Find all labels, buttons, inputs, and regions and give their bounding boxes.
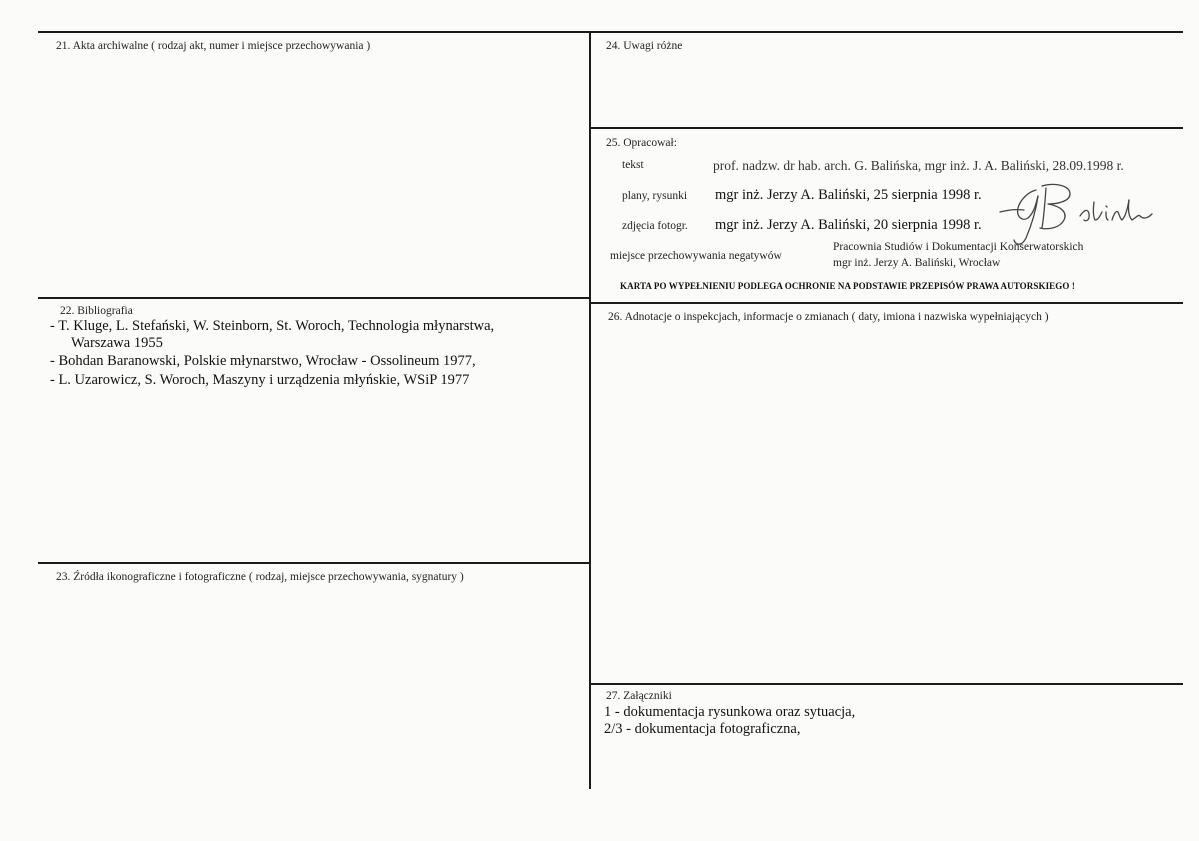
negatywy-line-1: Pracownia Studiów i Dokumentacji Konserwatorskich bbox=[833, 241, 1084, 253]
zdjecia-label: zdjęcia fotogr. bbox=[622, 220, 688, 232]
section-26-title: 26. Adnotacje o inspekcjach, informacje o zmianach ( daty, imiona i nazwiska wypełniających ) bbox=[608, 311, 1049, 323]
bibliography-entry: - T. Kluge, L. Stefański, W. Steinborn, St. Woroch, Technologia młynarstwa, bbox=[50, 318, 495, 334]
section-22-title: 22. Bibliografia bbox=[60, 305, 133, 317]
attachment-item: 2/3 - dokumentacja fotograficzna, bbox=[604, 721, 801, 737]
divider-21-22 bbox=[38, 297, 591, 299]
top-border-line bbox=[38, 31, 1183, 33]
negatywy-line-2: mgr inż. Jerzy A. Baliński, Wrocław bbox=[833, 257, 1001, 269]
section-27-title: 27. Załączniki bbox=[606, 690, 672, 702]
plany-value: mgr inż. Jerzy A. Baliński, 25 sierpnia 1998 r. bbox=[715, 187, 982, 203]
section-23-title: 23. Źródła ikonograficzne i fotograficzne ( rodzaj, miejsce przechowywania, sygnatury ) bbox=[56, 571, 464, 583]
tekst-label: tekst bbox=[622, 159, 644, 171]
negatywy-label: miejsce przechowywania negatywów bbox=[610, 250, 782, 262]
divider-25-26 bbox=[589, 302, 1183, 304]
divider-24-25 bbox=[589, 127, 1183, 129]
copyright-notice: KARTA PO WYPEŁNIENIU PODLEGA OCHRONIE NA PODSTAWIE PRZEPISÓW PRAWA AUTORSKIEGO ! bbox=[620, 281, 1075, 291]
bibliography-entry: - L. Uzarowicz, S. Woroch, Maszyny i urządzenia młyńskie, WSiP 1977 bbox=[50, 372, 470, 388]
divider-22-23 bbox=[38, 562, 591, 564]
attachment-item: 1 - dokumentacja rysunkowa oraz sytuacja, bbox=[604, 704, 856, 720]
plany-label: plany, rysunki bbox=[622, 190, 688, 202]
section-24-title: 24. Uwagi różne bbox=[606, 40, 683, 52]
column-divider-line bbox=[589, 31, 591, 789]
bibliography-entry: - Bohdan Baranowski, Polskie młynarstwo, Wrocław - Ossolineum 1977, bbox=[50, 353, 476, 369]
section-21-title: 21. Akta archiwalne ( rodzaj akt, numer i miejsce przechowywania ) bbox=[56, 40, 371, 52]
tekst-value: prof. nadzw. dr hab. arch. G. Balińska, mgr inż. J. A. Baliński, 28.09.1998 r. bbox=[713, 158, 1124, 173]
handwritten-signature bbox=[998, 176, 1178, 248]
section-25-title: 25. Opracował: bbox=[606, 137, 677, 149]
bibliography-entry: Warszawa 1955 bbox=[71, 335, 163, 351]
zdjecia-value: mgr inż. Jerzy A. Baliński, 20 sierpnia 1998 r. bbox=[715, 217, 982, 233]
divider-26-27 bbox=[589, 683, 1183, 685]
